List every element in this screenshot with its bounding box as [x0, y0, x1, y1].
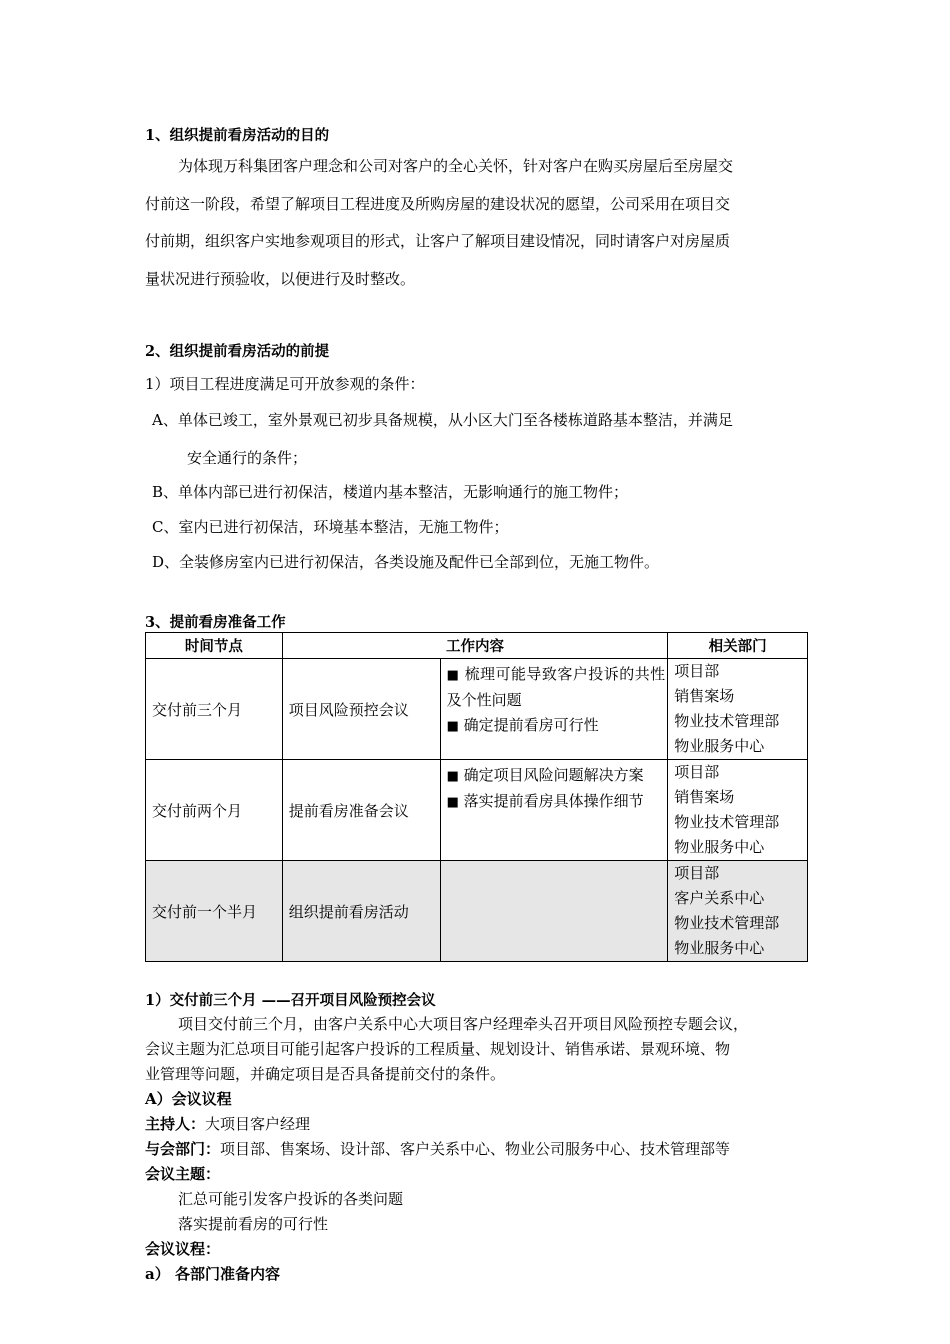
depts-label: 与会部门： [145, 1140, 221, 1158]
section-1-line-4: 量状况进行预验收，以便进行及时整改。 [145, 270, 416, 288]
table-row [146, 861, 808, 962]
header-dept: 相关部门 [668, 633, 808, 659]
condition-b: B、单体内部已进行初保洁，楼道内基本整洁，无影响通行的施工物件； [152, 483, 629, 501]
subsection-a: a） 各部门准备内容 [145, 1265, 280, 1283]
task-item: ■ 确定项目风险问题解决方案 [446, 766, 644, 784]
section-1-line-1: 为体现万科集团客户理念和公司对客户的全心关怀，针对客户在购买房屋后至房屋交 [178, 157, 734, 175]
row-time: 交付前两个月 [146, 760, 283, 861]
section-2-title: 2、组织提前看房活动的前提 [145, 343, 330, 360]
bullet-square-icon: ■ [446, 769, 459, 784]
bullet-square-icon: ■ [446, 795, 459, 810]
bullet-square-icon: ■ [446, 668, 460, 683]
row-tasks [440, 861, 668, 962]
row-event: 提前看房准备会议 [282, 760, 440, 861]
prep-schedule-table [145, 632, 808, 962]
host-line [145, 1113, 310, 1134]
row-time: 交付前三个月 [146, 659, 283, 760]
host-label: 主持人： [145, 1115, 206, 1133]
section-1-line-2: 付前这一阶段，希望了解项目工程进度及所购房屋的建设状况的愿望，公司采用在项目交 [145, 195, 731, 213]
header-time: 时间节点 [146, 633, 283, 659]
condition-a-line-1: A、单体已竣工，室外景观已初步具备规模，从小区大门至各楼栋道路基本整洁，并满足 [152, 411, 733, 429]
depts-line [145, 1138, 730, 1159]
section-4-title: 1）交付前三个月 ——召开项目风险预控会议 [145, 992, 436, 1009]
bullet-square-icon: ■ [446, 719, 459, 734]
agenda-title: A）会议议程 [145, 1090, 232, 1108]
theme-label: 会议主题： [145, 1165, 221, 1183]
section-2-subtitle: 1）项目工程进度满足可开放参观的条件： [145, 375, 425, 393]
depts-value: 项目部、售案场、设计部、客户关系中心、物业公司服务中心、技术管理部等 [220, 1140, 731, 1158]
task-item: ■ 梳理可能导致客户投诉的共性及个性问题 [446, 665, 666, 709]
row-depts: 项目部 客户关系中心 物业技术管理部 物业服务中心 [668, 861, 808, 962]
row-depts: 项目部 销售案场 物业技术管理部 物业服务中心 [668, 659, 808, 760]
header-content: 工作内容 [282, 633, 667, 659]
row-depts: 项目部 销售案场 物业技术管理部 物业服务中心 [668, 760, 808, 861]
row-event: 项目风险预控会议 [282, 659, 440, 760]
task-item: ■ 确定提前看房可行性 [446, 716, 599, 734]
row-tasks [440, 760, 668, 861]
section-1-title: 1、组织提前看房活动的目的 [145, 127, 330, 144]
section-4-line-3: 业管理等问题，并确定项目是否具备提前交付的条件。 [145, 1065, 506, 1083]
theme-item: 汇总可能引发客户投诉的各类问题 [178, 1190, 404, 1208]
table-header-row [146, 633, 808, 659]
section-4-line-1: 项目交付前三个月，由客户关系中心大项目客户经理牵头召开项目风险预控专题会议， [178, 1015, 749, 1033]
condition-a-line-2: 安全通行的条件； [187, 449, 308, 467]
condition-c: C、室内已进行初保洁，环境基本整洁，无施工物件； [152, 518, 509, 536]
section-4-line-2: 会议主题为汇总项目可能引起客户投诉的工程质量、规划设计、销售承诺、景观环境、物 [145, 1040, 731, 1058]
process-label: 会议议程： [145, 1240, 221, 1258]
host-value: 大项目客户经理 [205, 1115, 311, 1133]
theme-item: 落实提前看房的可行性 [178, 1215, 329, 1233]
row-time: 交付前一个半月 [146, 861, 283, 962]
section-1-line-3: 付前期，组织客户实地参观项目的形式，让客户了解项目建设情况，同时请客户对房屋质 [145, 232, 731, 250]
table-row [146, 760, 808, 861]
table-row [146, 659, 808, 760]
condition-d: D、全装修房室内已进行初保洁，各类设施及配件已全部到位，无施工物件。 [152, 553, 660, 571]
section-3-title: 3、提前看房准备工作 [145, 614, 286, 631]
row-tasks [440, 659, 668, 760]
task-item: ■ 落实提前看房具体操作细节 [446, 792, 644, 810]
row-event: 组织提前看房活动 [282, 861, 440, 962]
